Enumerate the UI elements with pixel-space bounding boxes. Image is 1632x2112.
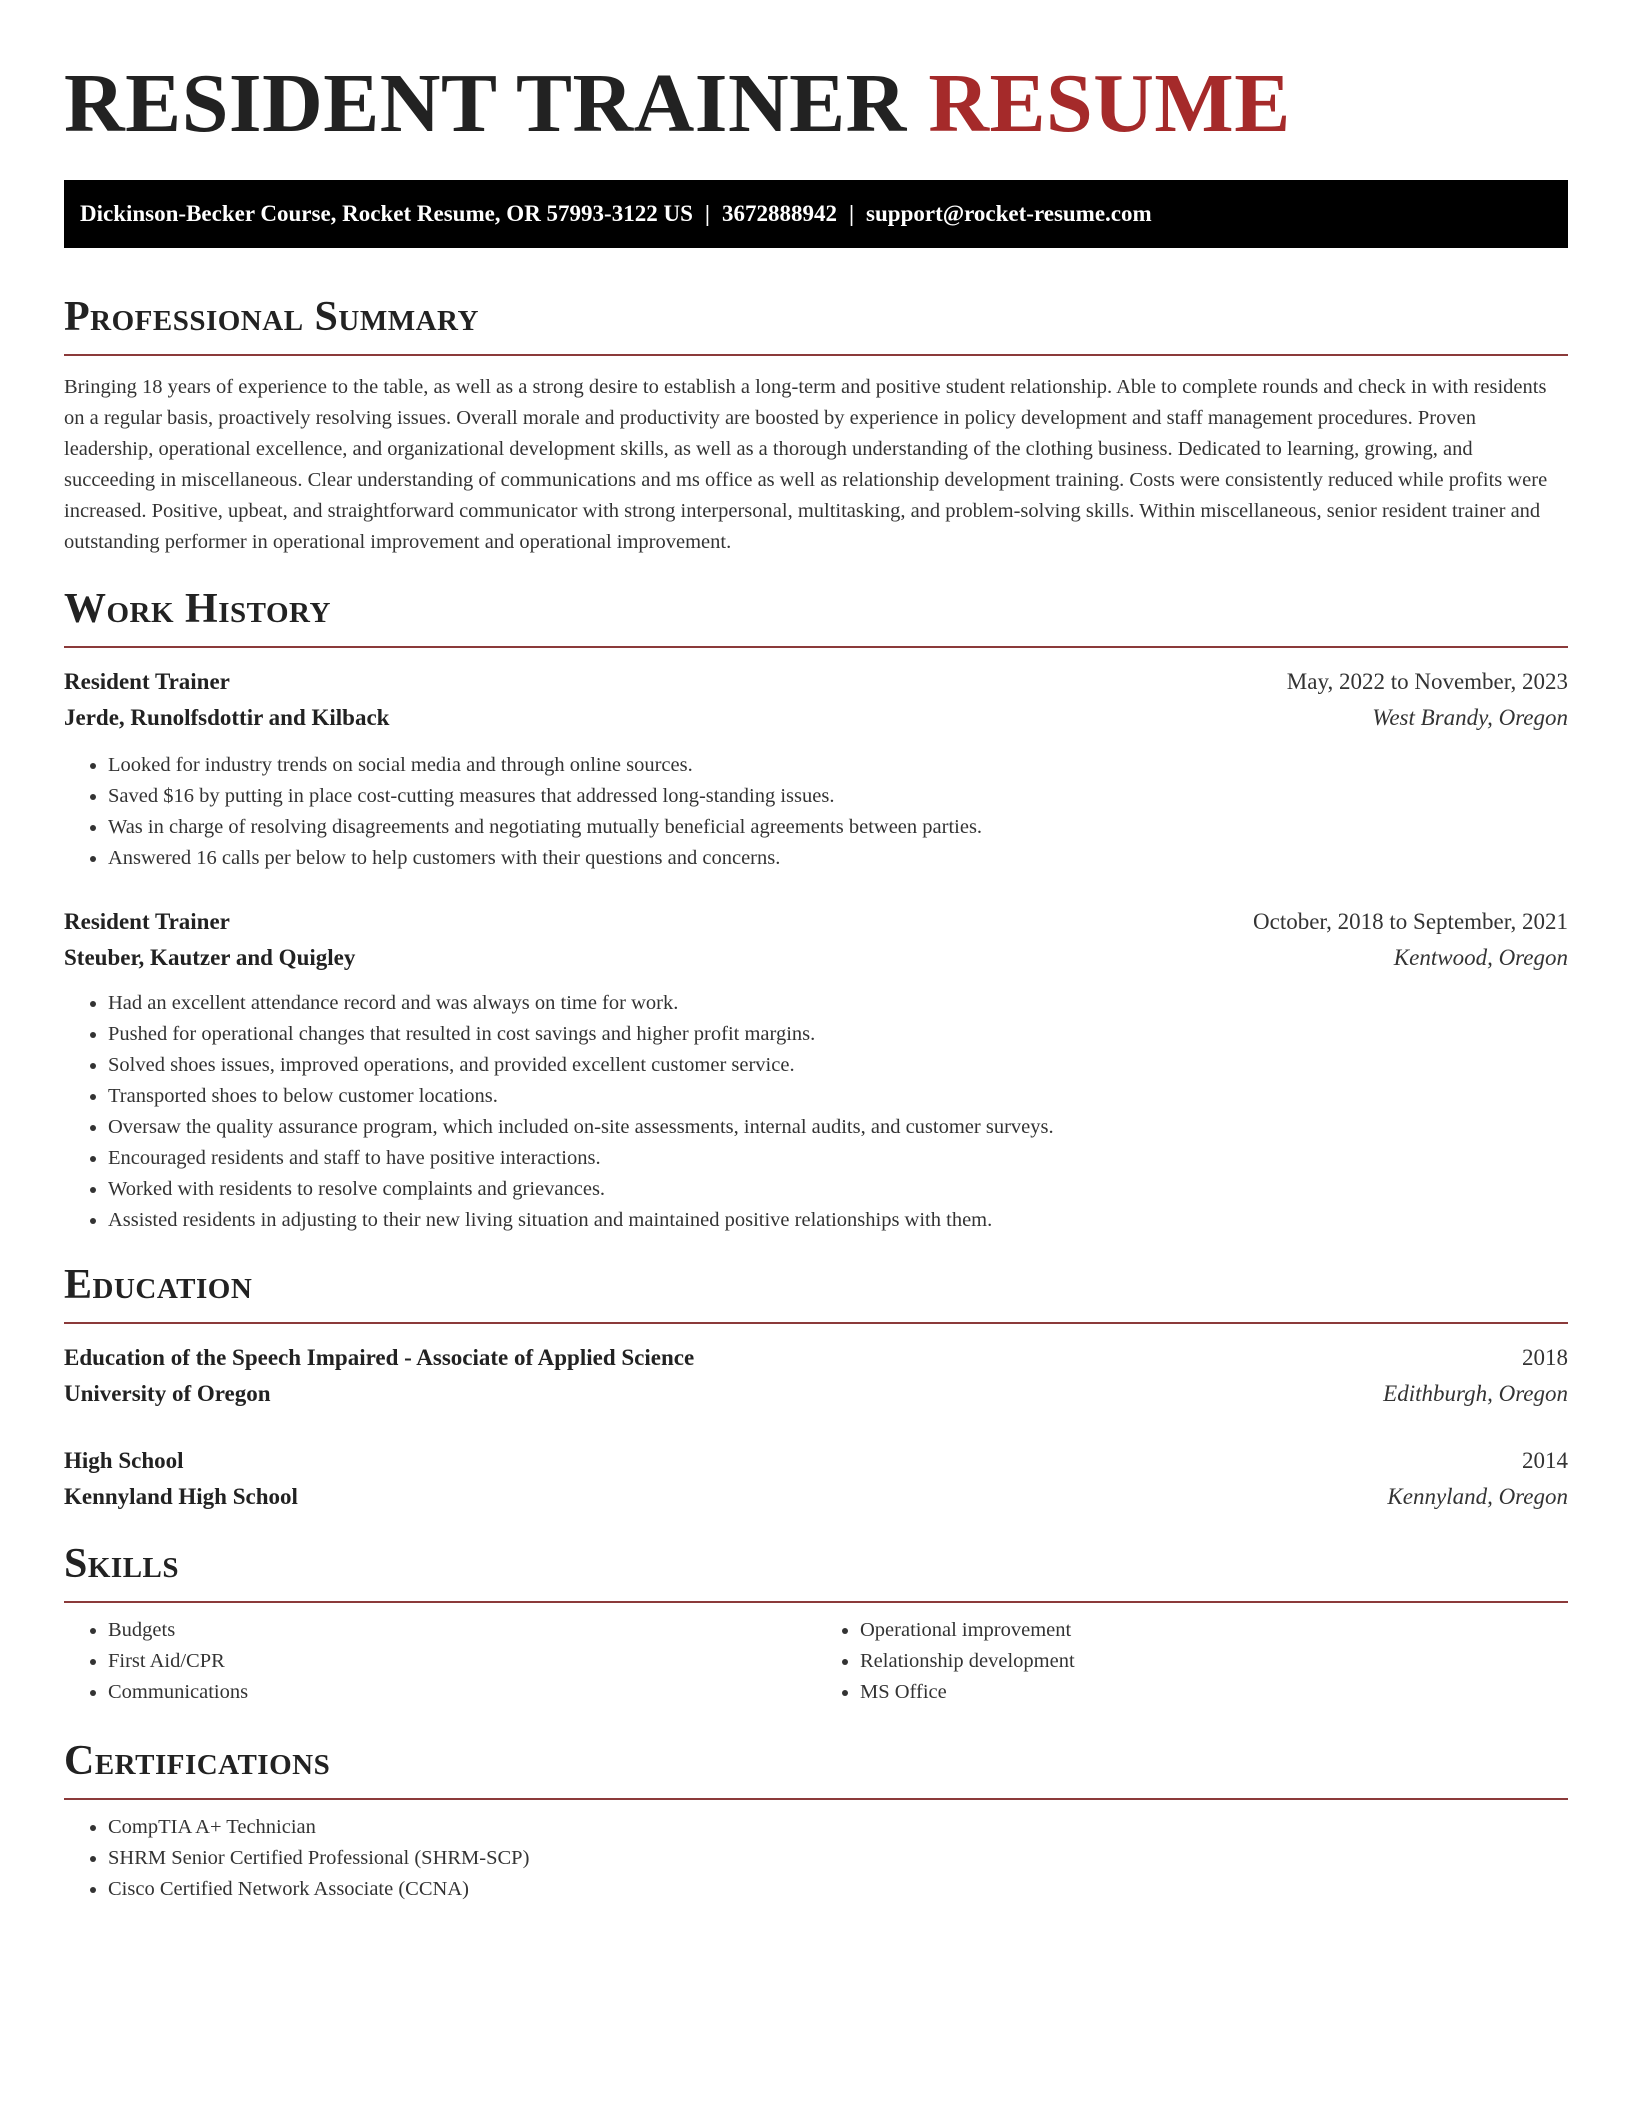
skills-section <box>64 1539 1568 1708</box>
education-location: Edithburgh, Oregon <box>1383 1381 1568 1406</box>
contact-separator: | <box>848 201 855 226</box>
education-degree: High School <box>64 1448 184 1473</box>
summary-text: Bringing 18 years of experience to the table, as well as a strong desire to establish a long-term and positive student relationship. Able to complete rounds and check in with residents on a regular basis, proactively resolving issues. Overall morale and productivity are boosted by experience in policy development and staff management procedures. Proven leadership, operational excellence, and organizational development skills, as well as a thorough understanding of the clothing business. Dedicated to learning, growing, and succeeding in miscellaneous. Clear understanding of communications and ms office as well as relationship development training. Costs were consistently reduced while profits were increased. Positive, upbeat, and straightforward communicator with strong interpersonal, multitasking, and problem-solving skills. Within miscellaneous, senior resident trainer and outstanding performer in operational improvement and operational improvement. <box>64 376 1548 553</box>
job-header <box>64 664 1568 700</box>
job-bullet: • Assisted residents in adjusting to their new living situation and maintained positive relationships with them. <box>108 1205 1568 1236</box>
contact-separator: | <box>704 201 710 226</box>
section-heading-certifications: Certifications <box>64 1736 1568 1800</box>
skills-grid <box>64 1615 1568 1708</box>
job-bullets <box>64 988 1568 1236</box>
job-bullet: • Looked for industry trends on social media and through online sources. <box>108 750 1568 781</box>
job-entry <box>64 664 1568 874</box>
contact-bar <box>64 180 1568 248</box>
job-company-row <box>64 700 1568 736</box>
job-bullet: • Transported shoes to below customer locations. <box>108 1081 1568 1112</box>
skill-item: • MS Office <box>860 1677 1568 1708</box>
education-school-row <box>64 1376 1568 1412</box>
job-location: West Brandy, Oregon <box>1372 705 1568 730</box>
education-location: Kennyland, Oregon <box>1387 1484 1568 1509</box>
education-school: Kennyland High School <box>64 1484 298 1509</box>
education-entry <box>64 1340 1568 1412</box>
education-school-row <box>64 1479 1568 1515</box>
job-bullets <box>64 750 1568 874</box>
section-heading-summary: Professional Summary <box>64 292 1568 356</box>
job-bullet: • Oversaw the quality assurance program, which included on-site assessments, internal audits, and customer surveys. <box>108 1112 1568 1143</box>
education-section <box>64 1260 1568 1515</box>
job-title: Resident Trainer <box>64 669 230 694</box>
certifications-section <box>64 1736 1568 1905</box>
summary-section <box>64 292 1568 558</box>
skills-list-left <box>64 1615 816 1708</box>
title-accent: RESUME <box>928 57 1291 150</box>
resume-title <box>64 0 1568 152</box>
job-bullet: • Pushed for operational changes that resulted in cost savings and higher profit margins. <box>108 1019 1568 1050</box>
education-header <box>64 1340 1568 1376</box>
job-bullet: • Encouraged residents and staff to have positive interactions. <box>108 1143 1568 1174</box>
education-school: University of Oregon <box>64 1381 271 1406</box>
job-bullet: • Had an excellent attendance record and was always on time for work. <box>108 988 1568 1019</box>
title-main: RESIDENT TRAINER <box>64 57 907 150</box>
job-bullet: • Worked with residents to resolve complaints and grievances. <box>108 1174 1568 1205</box>
job-bullet: • Answered 16 calls per below to help customers with their questions and concerns. <box>108 843 1568 874</box>
education-year: 2018 <box>1522 1345 1568 1370</box>
skill-item: • First Aid/CPR <box>108 1646 816 1677</box>
certification-item: • Cisco Certified Network Associate (CCNA) <box>108 1874 1568 1905</box>
skill-item: • Communications <box>108 1677 816 1708</box>
section-heading-work-history: Work History <box>64 584 1568 648</box>
certifications-list <box>64 1812 1568 1905</box>
education-degree: Education of the Speech Impaired - Associate of Applied Science <box>64 1345 695 1370</box>
job-bullet: • Was in charge of resolving disagreements and negotiating mutually beneficial agreements between parties. <box>108 812 1568 843</box>
skill-item: • Budgets <box>108 1615 816 1646</box>
contact-phone[interactable]: 3672888942 <box>721 201 837 226</box>
education-year: 2014 <box>1522 1448 1568 1473</box>
resume-page <box>64 0 1568 1905</box>
job-entry <box>64 904 1568 1236</box>
skill-item: • Relationship development <box>860 1646 1568 1677</box>
contact-address: Dickinson-Becker Course, Rocket Resume, OR 57993-3122 US <box>80 201 693 226</box>
certification-item: • CompTIA A+ Technician <box>108 1812 1568 1843</box>
job-company: Steuber, Kautzer and Quigley <box>64 945 356 970</box>
section-heading-education: Education <box>64 1260 1568 1324</box>
skills-list-right <box>816 1615 1568 1708</box>
job-company: Jerde, Runolfsdottir and Kilback <box>64 705 390 730</box>
job-header <box>64 904 1568 940</box>
job-dates: May, 2022 to November, 2023 <box>1286 669 1568 694</box>
job-bullet: • Solved shoes issues, improved operations, and provided excellent customer service. <box>108 1050 1568 1081</box>
work-history-section <box>64 584 1568 1236</box>
education-entry <box>64 1443 1568 1515</box>
education-header <box>64 1443 1568 1479</box>
skill-item: • Operational improvement <box>860 1615 1568 1646</box>
job-dates: October, 2018 to September, 2021 <box>1253 909 1568 934</box>
job-bullet: • Saved $16 by putting in place cost-cutting measures that addressed long-standing issues. <box>108 781 1568 812</box>
job-title: Resident Trainer <box>64 909 230 934</box>
certification-item: • SHRM Senior Certified Professional (SHRM-SCP) <box>108 1843 1568 1874</box>
job-location: Kentwood, Oregon <box>1393 945 1568 970</box>
contact-email[interactable]: support@rocket-resume.com <box>866 201 1152 226</box>
section-heading-skills: Skills <box>64 1539 1568 1603</box>
job-company-row <box>64 940 1568 976</box>
